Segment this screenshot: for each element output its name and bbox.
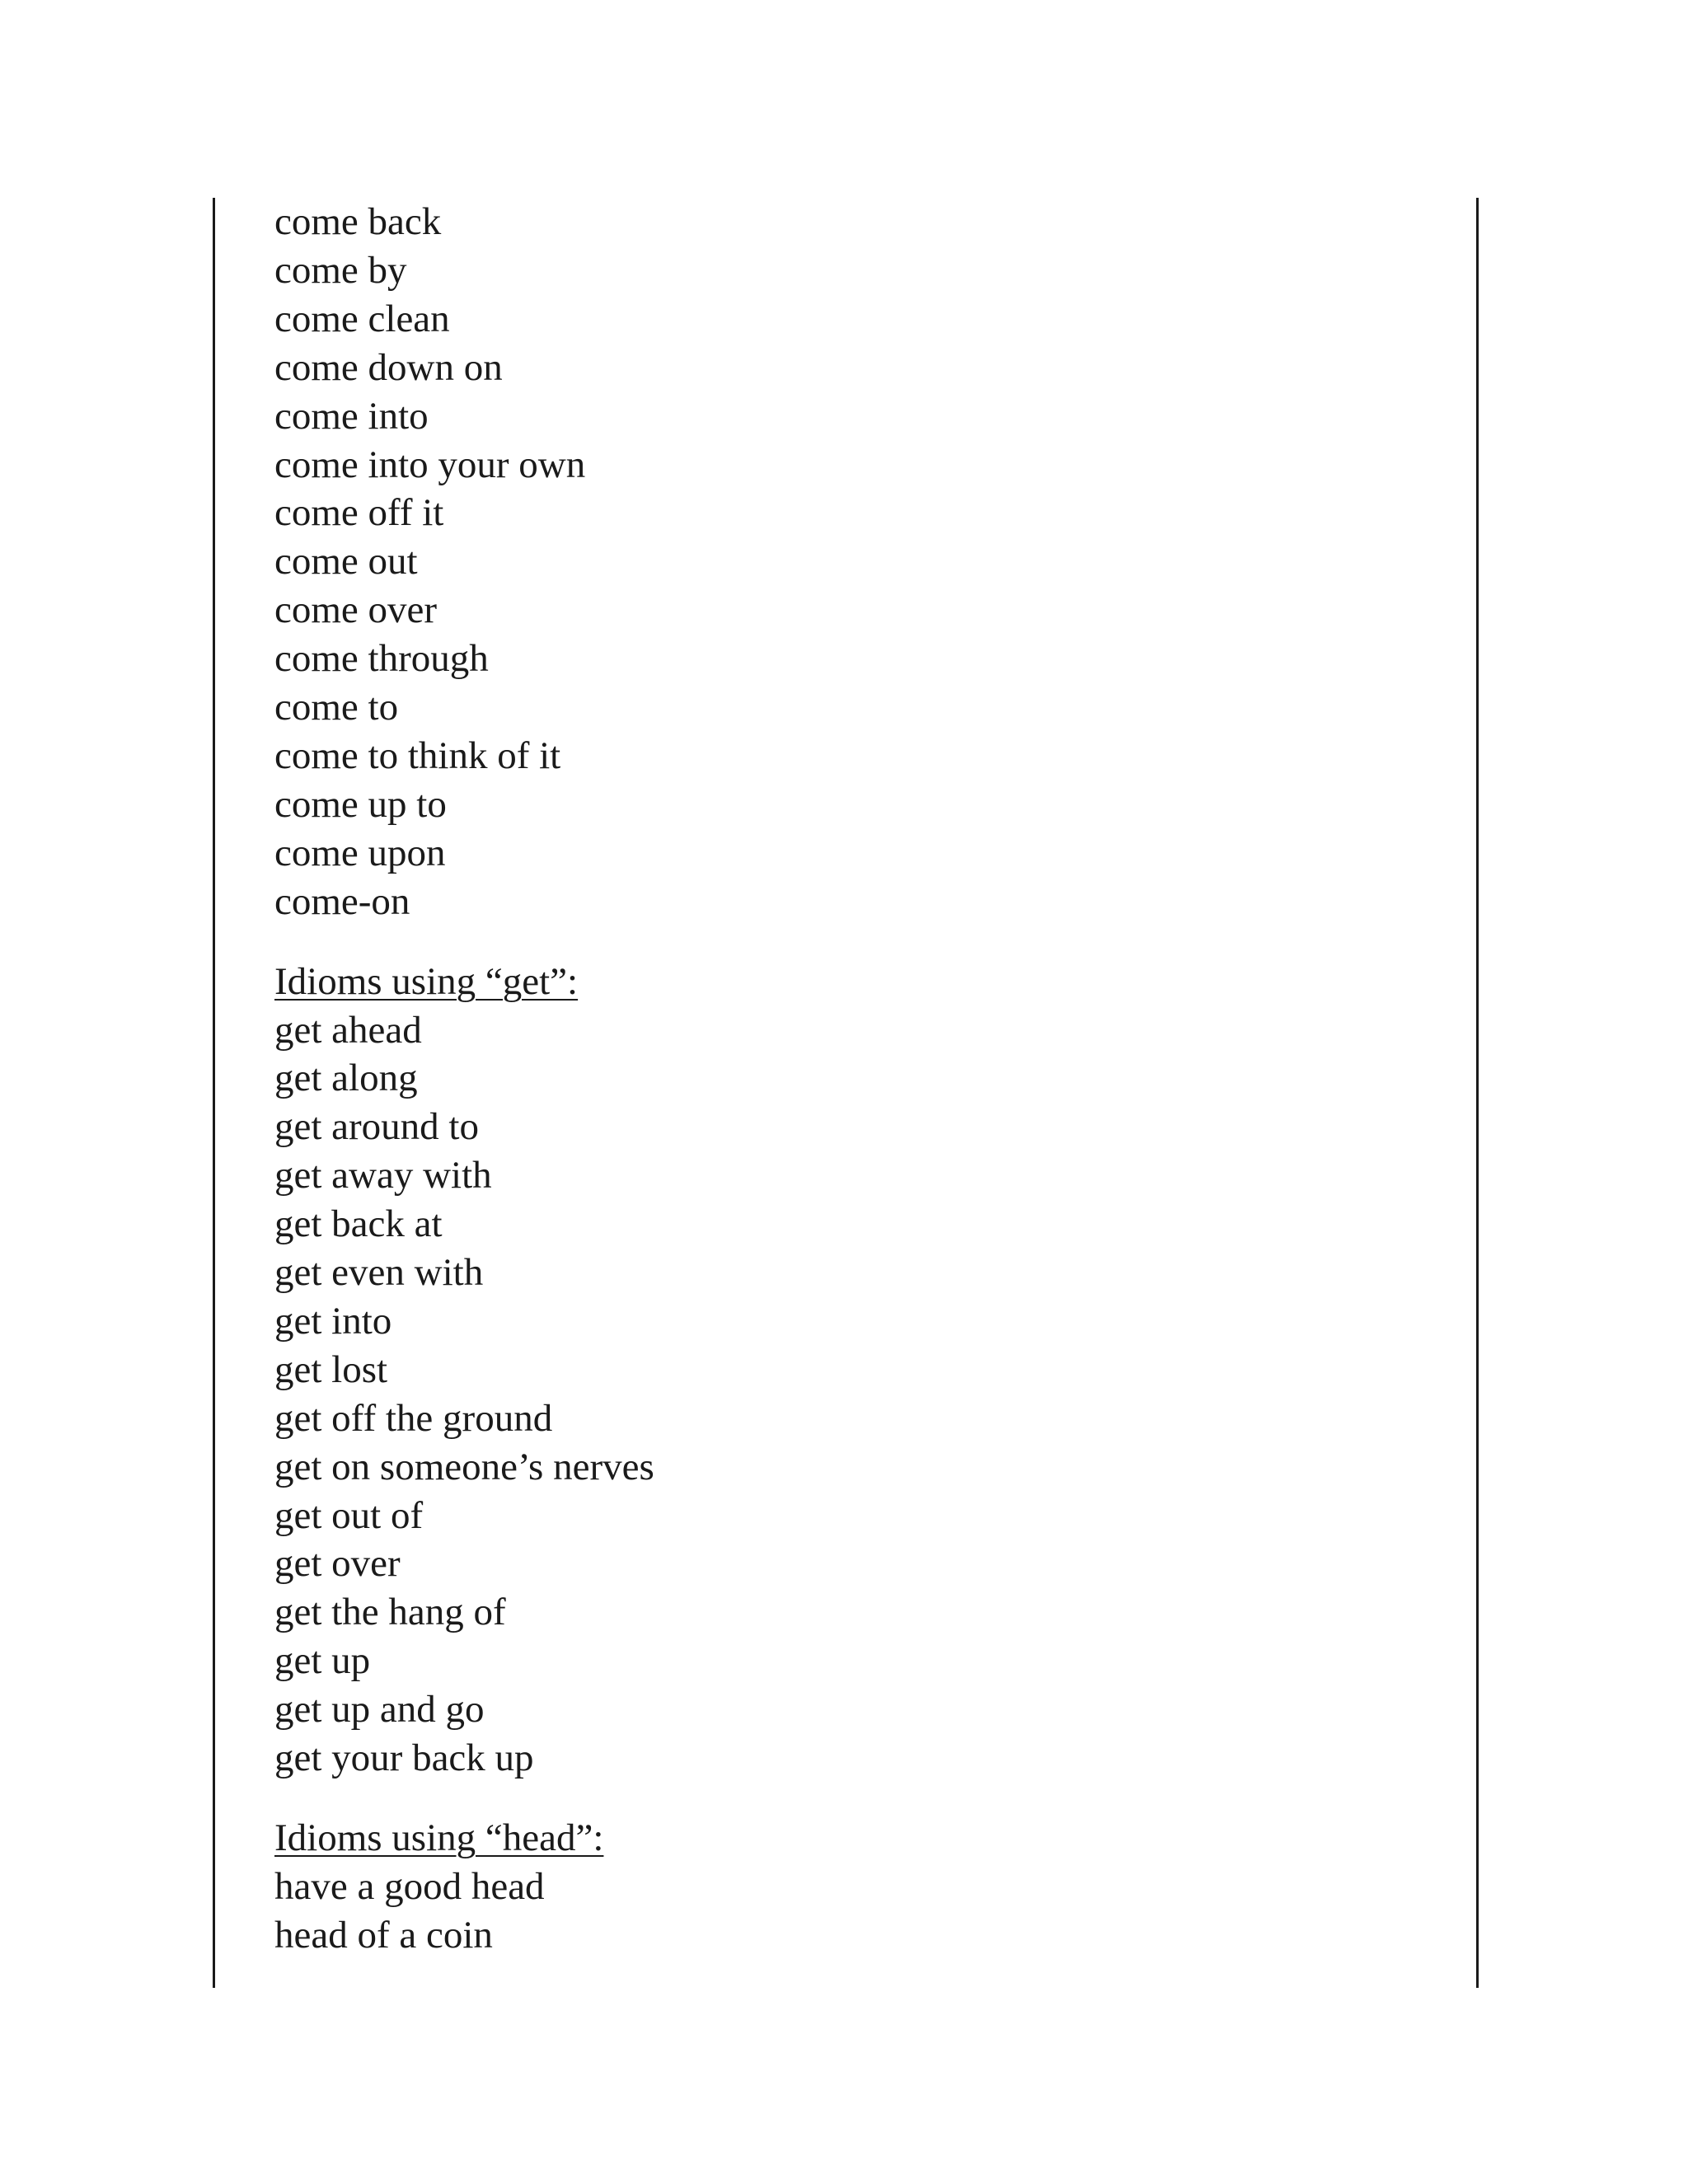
list-item: come up to [274, 782, 447, 826]
list-item: come into [274, 394, 429, 438]
section-come [274, 198, 1428, 926]
list-item: get out of [274, 1493, 424, 1537]
section-heading-get: Idioms using “get”: [274, 959, 579, 1003]
list-item: come by [274, 248, 407, 292]
list-item: come down on [274, 345, 503, 389]
list-item: come upon [274, 831, 446, 874]
list-item: come to [274, 686, 399, 729]
list-item: come through [274, 637, 489, 681]
idiom-list-content [274, 198, 1428, 1960]
list-item: come into your own [274, 443, 586, 486]
list-item: get around to [274, 1105, 479, 1149]
list-item: get over [274, 1542, 401, 1586]
section-head [274, 1814, 1428, 1960]
list-item: come out [274, 540, 418, 583]
list-item: get lost [274, 1347, 388, 1391]
list-item: get your back up [274, 1736, 534, 1780]
list-item: get on someone’s nerves [274, 1445, 654, 1488]
list-item: come over [274, 588, 438, 632]
right-margin-rule [1476, 198, 1479, 1988]
list-item: come off it [274, 491, 444, 535]
list-item: get the hang of [274, 1591, 506, 1634]
list-item: get off the ground [274, 1396, 553, 1440]
list-item: get along [274, 1057, 418, 1100]
list-item: come-on [274, 879, 410, 923]
list-item: get even with [274, 1251, 484, 1295]
list-item: come back [274, 200, 442, 243]
list-item: have a good head [274, 1864, 545, 1908]
left-margin-rule [213, 198, 215, 1988]
list-item: get back at [274, 1202, 443, 1246]
list-item: head of a coin [274, 1913, 493, 1957]
list-item: get up and go [274, 1688, 485, 1732]
list-item: come clean [274, 297, 450, 340]
section-heading-head: Idioms using “head”: [274, 1816, 604, 1859]
section-get [274, 958, 1428, 1783]
list-item: get into [274, 1299, 392, 1343]
list-item: get away with [274, 1154, 492, 1197]
list-item: get ahead [274, 1008, 422, 1052]
list-item: get up [274, 1639, 371, 1683]
list-item: come to think of it [274, 733, 561, 777]
